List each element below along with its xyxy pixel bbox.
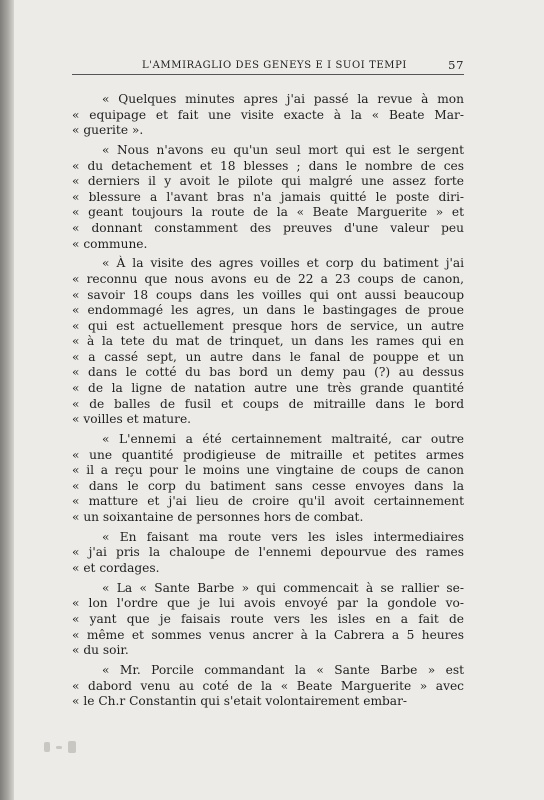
text-line: « et cordages.	[72, 560, 160, 575]
text-line: « endommagé les agres, un dans le bastingages de proue	[72, 303, 464, 318]
text-line: « dans le corp du batiment sans cesse envoyes dans la	[72, 478, 464, 493]
page-smudge-marks	[44, 740, 84, 754]
text-line: « La « Sante Barbe » qui commencait à se rallier se-	[102, 580, 464, 595]
text-line: « même et sommes venus ancrer à la Cabrera a 5 heures	[72, 627, 464, 642]
text-line: « L'ennemi a été certainnement maltraité, car outre	[102, 432, 464, 447]
running-title: L'AMMIRAGLIO DES GENEYS E I SUOI TEMPI	[142, 60, 407, 71]
text-line: « il a reçu pour le moins une vingtaine de coups de canon	[72, 463, 464, 478]
text-line: « a cassé sept, un autre dans le fanal de pouppe et un	[72, 349, 464, 364]
paragraph	[72, 92, 464, 139]
text-line: « commune.	[72, 236, 148, 251]
text-line: « Mr. Porcile commandant la « Sante Barbe » est	[102, 662, 464, 677]
text-line: « de balles de fusil et coups de mitraille dans le bord	[72, 396, 464, 411]
paragraph	[72, 581, 464, 659]
text-line: « qui est actuellement presque hors de service, un autre	[72, 318, 464, 333]
text-line: « En faisant ma route vers les isles intermediaires	[102, 529, 464, 544]
text-line: « Nous n'avons eu qu'un seul mort qui est le sergent	[102, 142, 464, 157]
book-spine-shadow	[0, 0, 14, 800]
text-line: « lon l'ordre que je lui avois envoyé par la gondole vo-	[72, 596, 464, 611]
text-line: « Quelques minutes apres j'ai passé la revue à mon	[102, 92, 464, 106]
text-line: « donnant constamment des preuves d'une valeur peu	[72, 220, 464, 235]
text-line: « du soir.	[72, 643, 129, 658]
text-line: « une quantité prodigieuse de mitraille et petites armes	[72, 447, 464, 462]
text-line: « equipage et fait une visite exacte à la « Beate Mar-	[72, 107, 464, 122]
text-line: « un soixantaine de personnes hors de combat.	[72, 510, 364, 524]
body-text	[72, 92, 464, 714]
book-page	[14, 0, 544, 800]
text-line: « dabord venu au coté de la « Beate Marguerite » avec	[72, 678, 464, 693]
text-line: « reconnu que nous avons eu de 22 a 23 coups de canon,	[72, 271, 464, 286]
text-line: « de la ligne de natation autre une très grande quantité	[72, 381, 464, 396]
text-line: « le Ch.r Constantin qui s'etait volontairement embar-	[72, 694, 408, 709]
page-header	[72, 58, 464, 75]
page-number: 57	[448, 58, 464, 72]
text-line: « du detachement et 18 blesses ; dans le nombre de ces	[72, 158, 464, 173]
text-line: « à la tete du mat de trinquet, un dans les rames qui en	[72, 334, 464, 349]
text-line: « À la visite des agres voilles et corp du batiment j'ai	[102, 256, 464, 271]
text-line: « savoir 18 coups dans les voilles qui ont aussi beaucoup	[72, 287, 464, 302]
paragraph	[72, 530, 464, 577]
text-line: « derniers il y avoit le pilote qui malgré une assez forte	[72, 174, 464, 189]
text-line: « j'ai pris la chaloupe de l'ennemi depourvue des rames	[72, 545, 464, 560]
text-line: « geant toujours la route de la « Beate Marguerite » et	[72, 205, 464, 220]
text-line: « matture et j'ai lieu de croire qu'il avoit certainnement	[72, 494, 464, 509]
text-line: « blessure a l'avant bras n'a jamais quitté le poste diri-	[72, 189, 464, 204]
text-line: « yant que je faisais route vers les isles en a fait de	[72, 611, 464, 626]
text-line: « guerite ».	[72, 123, 144, 138]
paragraph	[72, 663, 464, 710]
paragraph	[72, 256, 464, 428]
paragraph	[72, 432, 464, 526]
text-line: « dans le cotté du bas bord un demy pau (?) au dessus	[72, 365, 464, 380]
text-line: « voilles et mature.	[72, 412, 192, 427]
paragraph	[72, 143, 464, 252]
